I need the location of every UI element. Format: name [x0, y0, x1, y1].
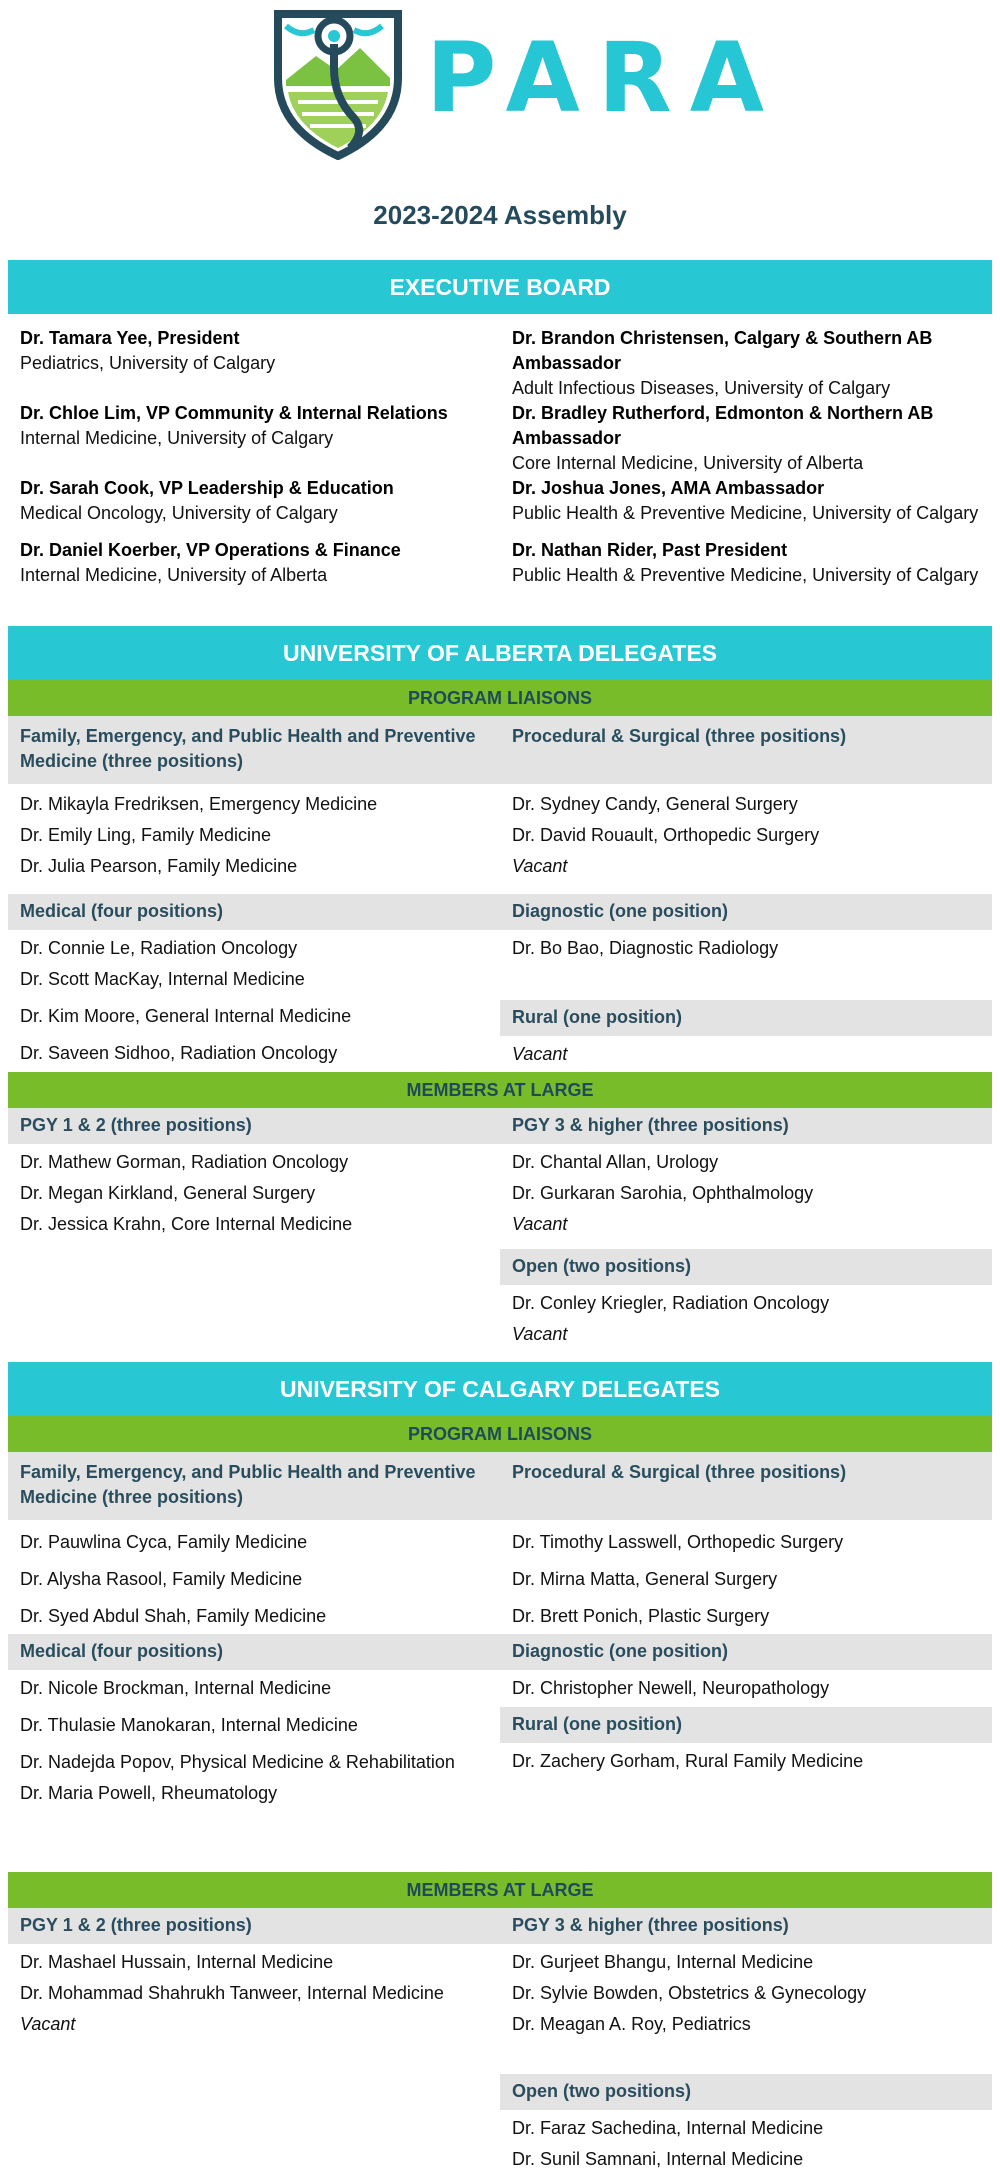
delegate-item: Dr. Bo Bao, Diagnostic Radiology	[512, 938, 779, 958]
delegate-item: Dr. Syed Abdul Shah, Family Medicine	[20, 1606, 327, 1626]
vacant-item: Vacant	[512, 856, 568, 876]
uofa-med-heading: Medical (four positions)	[20, 901, 224, 921]
uofa-liaison-subheader	[8, 716, 992, 784]
uofc-pgy12-heading: PGY 1 & 2 (three positions)	[20, 1915, 252, 1935]
uofc-fam-heading: Family, Emergency, and Public Health and Preventive Medicine (three positions)	[20, 1462, 476, 1507]
delegate-item: Dr. Mirna Matta, General Surgery	[512, 1569, 778, 1589]
assembly-title: 2023-2024 Assembly	[373, 200, 627, 230]
delegate-item: Dr. Gurkaran Sarohia, Ophthalmology	[512, 1183, 814, 1203]
delegate-item: Dr. Nadejda Popov, Physical Medicine & Rehabilitation	[20, 1752, 455, 1772]
uofa-program-liaisons-header: PROGRAM LIAISONS	[8, 680, 992, 716]
uofc-med-diag-subheader	[8, 1634, 992, 1670]
delegate-item: Dr. Sunil Samnani, Internal Medicine	[512, 2149, 804, 2169]
uofa-pgy12-heading: PGY 1 & 2 (three positions)	[20, 1115, 252, 1135]
delegate-item: Dr. Nicole Brockman, Internal Medicine	[20, 1678, 332, 1698]
exec-detail: Pediatrics, University of Calgary	[20, 353, 276, 373]
delegate-item: Dr. Meagan A. Roy, Pediatrics	[512, 2014, 751, 2034]
exec-name: Dr. Daniel Koerber, VP Operations & Finance	[20, 540, 401, 560]
uofc-open-heading: Open (two positions)	[500, 2074, 992, 2110]
uofc-section	[8, 1362, 992, 2172]
uofc-proc-heading: Procedural & Surgical (three positions)	[512, 1462, 847, 1482]
uofa-fam-heading: Family, Emergency, and Public Health and Preventive Medicine (three positions)	[20, 726, 476, 771]
delegate-item: Dr. Gurjeet Bhangu, Internal Medicine	[512, 1952, 814, 1972]
delegate-item: Dr. David Rouault, Orthopedic Surgery	[512, 825, 820, 845]
delegate-item: Dr. Zachery Gorham, Rural Family Medicine	[512, 1751, 864, 1771]
delegate-item: Dr. Maria Powell, Rheumatology	[20, 1783, 278, 1803]
uofa-pgy-subheader	[8, 1108, 992, 1144]
org-wordmark: PARA	[426, 22, 783, 134]
uofa-proc-heading: Procedural & Surgical (three positions)	[512, 726, 847, 746]
exec-detail: Public Health & Preventive Medicine, University of Calgary	[512, 503, 979, 523]
executive-board-header: EXECUTIVE BOARD	[8, 260, 992, 314]
delegate-item: Dr. Faraz Sachedina, Internal Medicine	[512, 2118, 824, 2138]
vacant-item: Vacant	[512, 1324, 568, 1344]
exec-detail: Internal Medicine, University of Alberta	[20, 565, 328, 585]
delegate-item: Dr. Sylvie Bowden, Obstetrics & Gynecology	[512, 1983, 867, 2003]
exec-detail: Internal Medicine, University of Calgary	[20, 428, 334, 448]
exec-name: Dr. Joshua Jones, AMA Ambassador	[512, 478, 825, 498]
executive-board-grid	[8, 314, 992, 588]
delegate-item: Dr. Emily Ling, Family Medicine	[20, 825, 272, 845]
delegate-item: Dr. Mathew Gorman, Radiation Oncology	[20, 1152, 349, 1172]
delegate-item: Dr. Christopher Newell, Neuropathology	[512, 1678, 830, 1698]
delegate-item: Dr. Megan Kirkland, General Surgery	[20, 1183, 316, 1203]
exec-name: Dr. Nathan Rider, Past President	[512, 540, 788, 560]
uofa-diag-heading: Diagnostic (one position)	[512, 901, 728, 921]
uofa-rural-heading: Rural (one position)	[500, 1000, 992, 1036]
delegate-item: Dr. Scott MacKay, Internal Medicine	[20, 969, 305, 989]
delegate-item: Dr. Jessica Krahn, Core Internal Medicine	[20, 1214, 353, 1234]
delegate-item: Dr. Mashael Hussain, Internal Medicine	[20, 1952, 334, 1972]
executive-right-column	[500, 326, 992, 588]
uofc-rural-heading: Rural (one position)	[500, 1707, 992, 1743]
delegate-item: Dr. Sydney Candy, General Surgery	[512, 794, 798, 814]
exec-name: Dr. Sarah Cook, VP Leadership & Education	[20, 478, 394, 498]
uofc-pgy3-heading: PGY 3 & higher (three positions)	[512, 1915, 789, 1935]
exec-detail: Core Internal Medicine, University of Alberta	[512, 453, 864, 473]
uofa-pgy-list	[8, 1144, 992, 1347]
uofa-header: UNIVERSITY OF ALBERTA DELEGATES	[8, 626, 992, 680]
exec-name: Dr. Brandon Christensen, Calgary & Southern AB Ambassador	[512, 328, 933, 373]
executive-left-column	[8, 326, 500, 588]
uofa-section	[8, 626, 992, 1347]
uofc-med-heading: Medical (four positions)	[20, 1641, 224, 1661]
vacant-item: Vacant	[20, 2014, 76, 2034]
uofc-liaison-subheader	[8, 1452, 992, 1520]
uofa-pgy3-heading: PGY 3 & higher (three positions)	[512, 1115, 789, 1135]
delegate-item: Dr. Timothy Lasswell, Orthopedic Surgery	[512, 1532, 844, 1552]
uofa-members-at-large-header: MEMBERS AT LARGE	[8, 1072, 992, 1108]
uofc-members-at-large-header: MEMBERS AT LARGE	[8, 1872, 992, 1908]
uofc-fam-proc-list	[8, 1520, 992, 1634]
exec-detail: Medical Oncology, University of Calgary	[20, 503, 338, 523]
delegate-item: Dr. Conley Kriegler, Radiation Oncology	[512, 1293, 830, 1313]
uofa-med-diag-subheader	[8, 894, 992, 930]
vacant-item: Vacant	[512, 1044, 568, 1064]
delegate-item: Dr. Chantal Allan, Urology	[512, 1152, 719, 1172]
exec-detail: Public Health & Preventive Medicine, University of Calgary	[512, 565, 979, 585]
delegate-item: Dr. Connie Le, Radiation Oncology	[20, 938, 298, 958]
delegate-item: Dr. Kim Moore, General Internal Medicine	[20, 1006, 352, 1026]
uofc-pgy-list	[8, 1944, 992, 2172]
delegate-item: Dr. Thulasie Manokaran, Internal Medicine	[20, 1715, 358, 1735]
uofc-med-diag-list	[8, 1670, 992, 1872]
delegate-item: Dr. Saveen Sidhoo, Radiation Oncology	[20, 1043, 338, 1063]
uofc-program-liaisons-header: PROGRAM LIAISONS	[8, 1416, 992, 1452]
delegate-item: Dr. Mikayla Fredriksen, Emergency Medicine	[20, 794, 378, 814]
uofa-open-heading: Open (two positions)	[500, 1249, 992, 1285]
delegate-item: Dr. Mohammad Shahrukh Tanweer, Internal Medicine	[20, 1983, 444, 2003]
exec-name: Dr. Tamara Yee, President	[20, 328, 240, 348]
delegate-item: Dr. Julia Pearson, Family Medicine	[20, 856, 298, 876]
delegate-item: Dr. Pauwlina Cyca, Family Medicine	[20, 1532, 308, 1552]
uofc-pgy-subheader	[8, 1908, 992, 1944]
uofa-med-diag-list	[8, 930, 992, 1072]
exec-detail: Adult Infectious Diseases, University of Calgary	[512, 378, 891, 398]
uofc-header: UNIVERSITY OF CALGARY DELEGATES	[8, 1362, 992, 1416]
delegate-item: Dr. Brett Ponich, Plastic Surgery	[512, 1606, 770, 1626]
vacant-item: Vacant	[512, 1214, 568, 1234]
uofa-fam-proc-list	[8, 784, 992, 894]
uofc-diag-heading: Diagnostic (one position)	[512, 1641, 728, 1661]
exec-name: Dr. Bradley Rutherford, Edmonton & Northern AB Ambassador	[512, 403, 934, 448]
executive-board-section	[8, 260, 992, 588]
delegate-item: Dr. Alysha Rasool, Family Medicine	[20, 1569, 303, 1589]
exec-name: Dr. Chloe Lim, VP Community & Internal Relations	[20, 403, 448, 423]
